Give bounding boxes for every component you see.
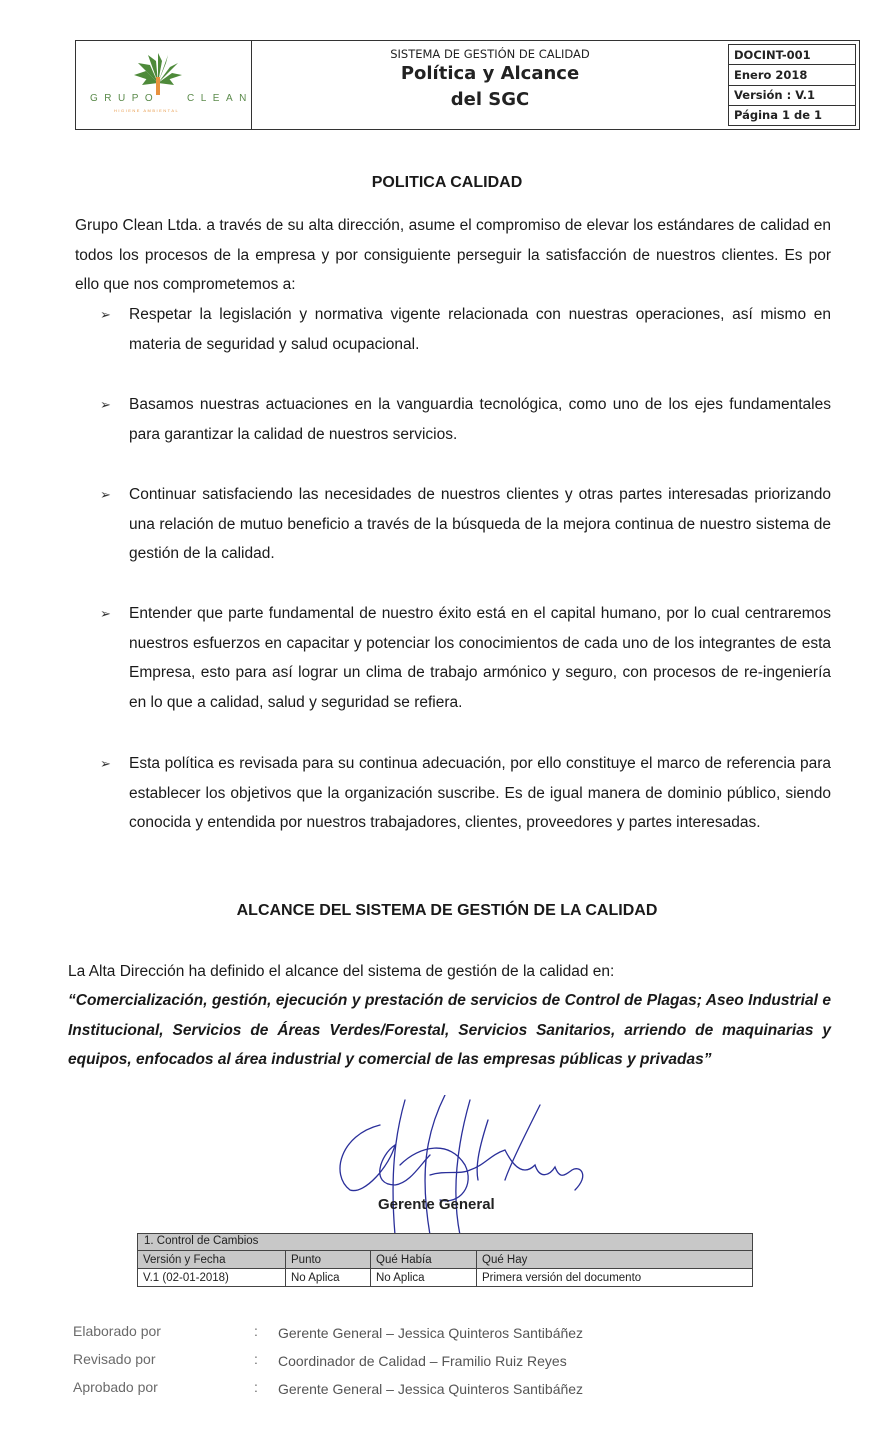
column-header: Qué Había [371,1251,477,1268]
arrow-bullet-icon: ➢ [100,397,111,412]
approval-separator: : [254,1323,258,1339]
document-title-block [252,41,728,129]
table-cell: V.1 (02-01-2018) [138,1269,286,1286]
palm-tree-icon [128,53,188,95]
approval-label: Elaborado por [73,1323,161,1339]
approval-block [73,1323,673,1407]
policy-bullet: ➢ Esta política es revisada para su continua adecuación, por ello constituye el marco de referencia para establecer los objetivos que la organización suscribe. Es de igual manera de dominio público, siendo conocida y entendida por nuestros trabajadores, clientes, proveedores y partes interesadas. [100,749,831,838]
approval-value: Gerente General – Jessica Quinteros Santibáñez [278,1381,584,1397]
policy-bullet: ➢ Entender que parte fundamental de nuestro éxito está en el capital humano, por lo cual centraremos nuestros esfuerzos en capacitar y potenciar los conocimientos de cada uno de los integrantes de esta Empresa, esto para así lograr un clima de trabajo armónico y seguro, con procesos de re-ingeniería en lo que a calidad, salud y seguridad se refiera. [100,599,831,717]
document-code: DOCINT-001 [729,45,855,65]
column-header: Punto [286,1251,371,1268]
change-control-caption: 1. Control de Cambios [138,1234,752,1251]
approval-row [73,1323,673,1351]
approval-row [73,1379,673,1407]
document-title-line2: del SGC [450,89,530,110]
document-date: Enero 2018 [729,65,855,85]
scope-heading: ALCANCE DEL SISTEMA DE GESTIÓN DE LA CALIDAD [236,902,658,919]
table-cell: No Aplica [286,1269,371,1286]
policy-intro: Grupo Clean Ltda. a través de su alta dirección, asume el compromiso de elevar los estándares de calidad en todos los procesos de la empresa y por consiguiente perseguir la satisfacción de nuestros clientes. Es por ello que nos comprometemos a: [75,217,831,293]
document-meta [728,44,856,126]
logo-tagline: HIGIENE AMBIENTAL [114,108,180,113]
system-name: SISTEMA DE GESTIÓN DE CALIDAD [390,47,590,61]
approval-separator: : [254,1351,258,1367]
logo-wordmark: GRUPO CLEAN [90,93,253,104]
approval-label: Aprobado por [73,1379,158,1395]
signature-label: Gerente General [378,1196,495,1213]
document-title-line1: Política y Alcance [400,63,580,84]
table-header-row [138,1251,752,1269]
scope-intro: La Alta Dirección ha definido el alcance del sistema de gestión de la calidad en: [68,963,615,980]
table-row [138,1269,752,1286]
scope-statement: “Comercialización, gestión, ejecución y prestación de servicios de Control de Plagas; Aseo Industrial e Institucional, Servicios de Áreas Verdes/Forestal, Servicios Sanitarios, arriendo de maquinarias y equipos, enfocados al área industrial y comercial de las empresas públicas y privadas” [68,992,831,1068]
approval-row [73,1351,673,1379]
arrow-bullet-icon: ➢ [100,756,111,771]
company-logo [76,41,252,129]
policy-bullet: ➢ Continuar satisfaciendo las necesidades de nuestros clientes y otras partes interesadas priorizando una relación de mutuo beneficio a través de la búsqueda de la mejora continua de nuestro sistema de gestión de la calidad. [100,480,831,569]
document-header [75,40,860,130]
column-header: Versión y Fecha [138,1251,286,1268]
approval-value: Coordinador de Calidad – Framilio Ruiz Reyes [278,1353,567,1369]
arrow-bullet-icon: ➢ [100,307,111,322]
arrow-bullet-icon: ➢ [100,487,111,502]
policy-bullet: ➢ Basamos nuestras actuaciones en la vanguardia tecnológica, como uno de los ejes fundamentales para garantizar la calidad de nuestros servicios. [100,390,831,449]
approval-separator: : [254,1379,258,1395]
document-page: Página 1 de 1 [734,108,823,123]
signature-image [310,1095,610,1245]
table-cell: Primera versión del documento [482,1271,642,1284]
policy-bullet: ➢ Respetar la legislación y normativa vigente relacionada con nuestras operaciones, así mismo en materia de seguridad y salud ocupacional. [100,300,831,359]
document-version: Versión : V.1 [729,86,855,106]
table-cell: No Aplica [371,1269,477,1286]
column-header: Qué Hay [482,1253,528,1266]
change-control-table [137,1233,753,1287]
arrow-bullet-icon: ➢ [100,606,111,621]
approval-value: Gerente General – Jessica Quinteros Santibáñez [278,1325,584,1341]
policy-heading: POLITICA CALIDAD [371,174,523,191]
approval-label: Revisado por [73,1351,156,1367]
